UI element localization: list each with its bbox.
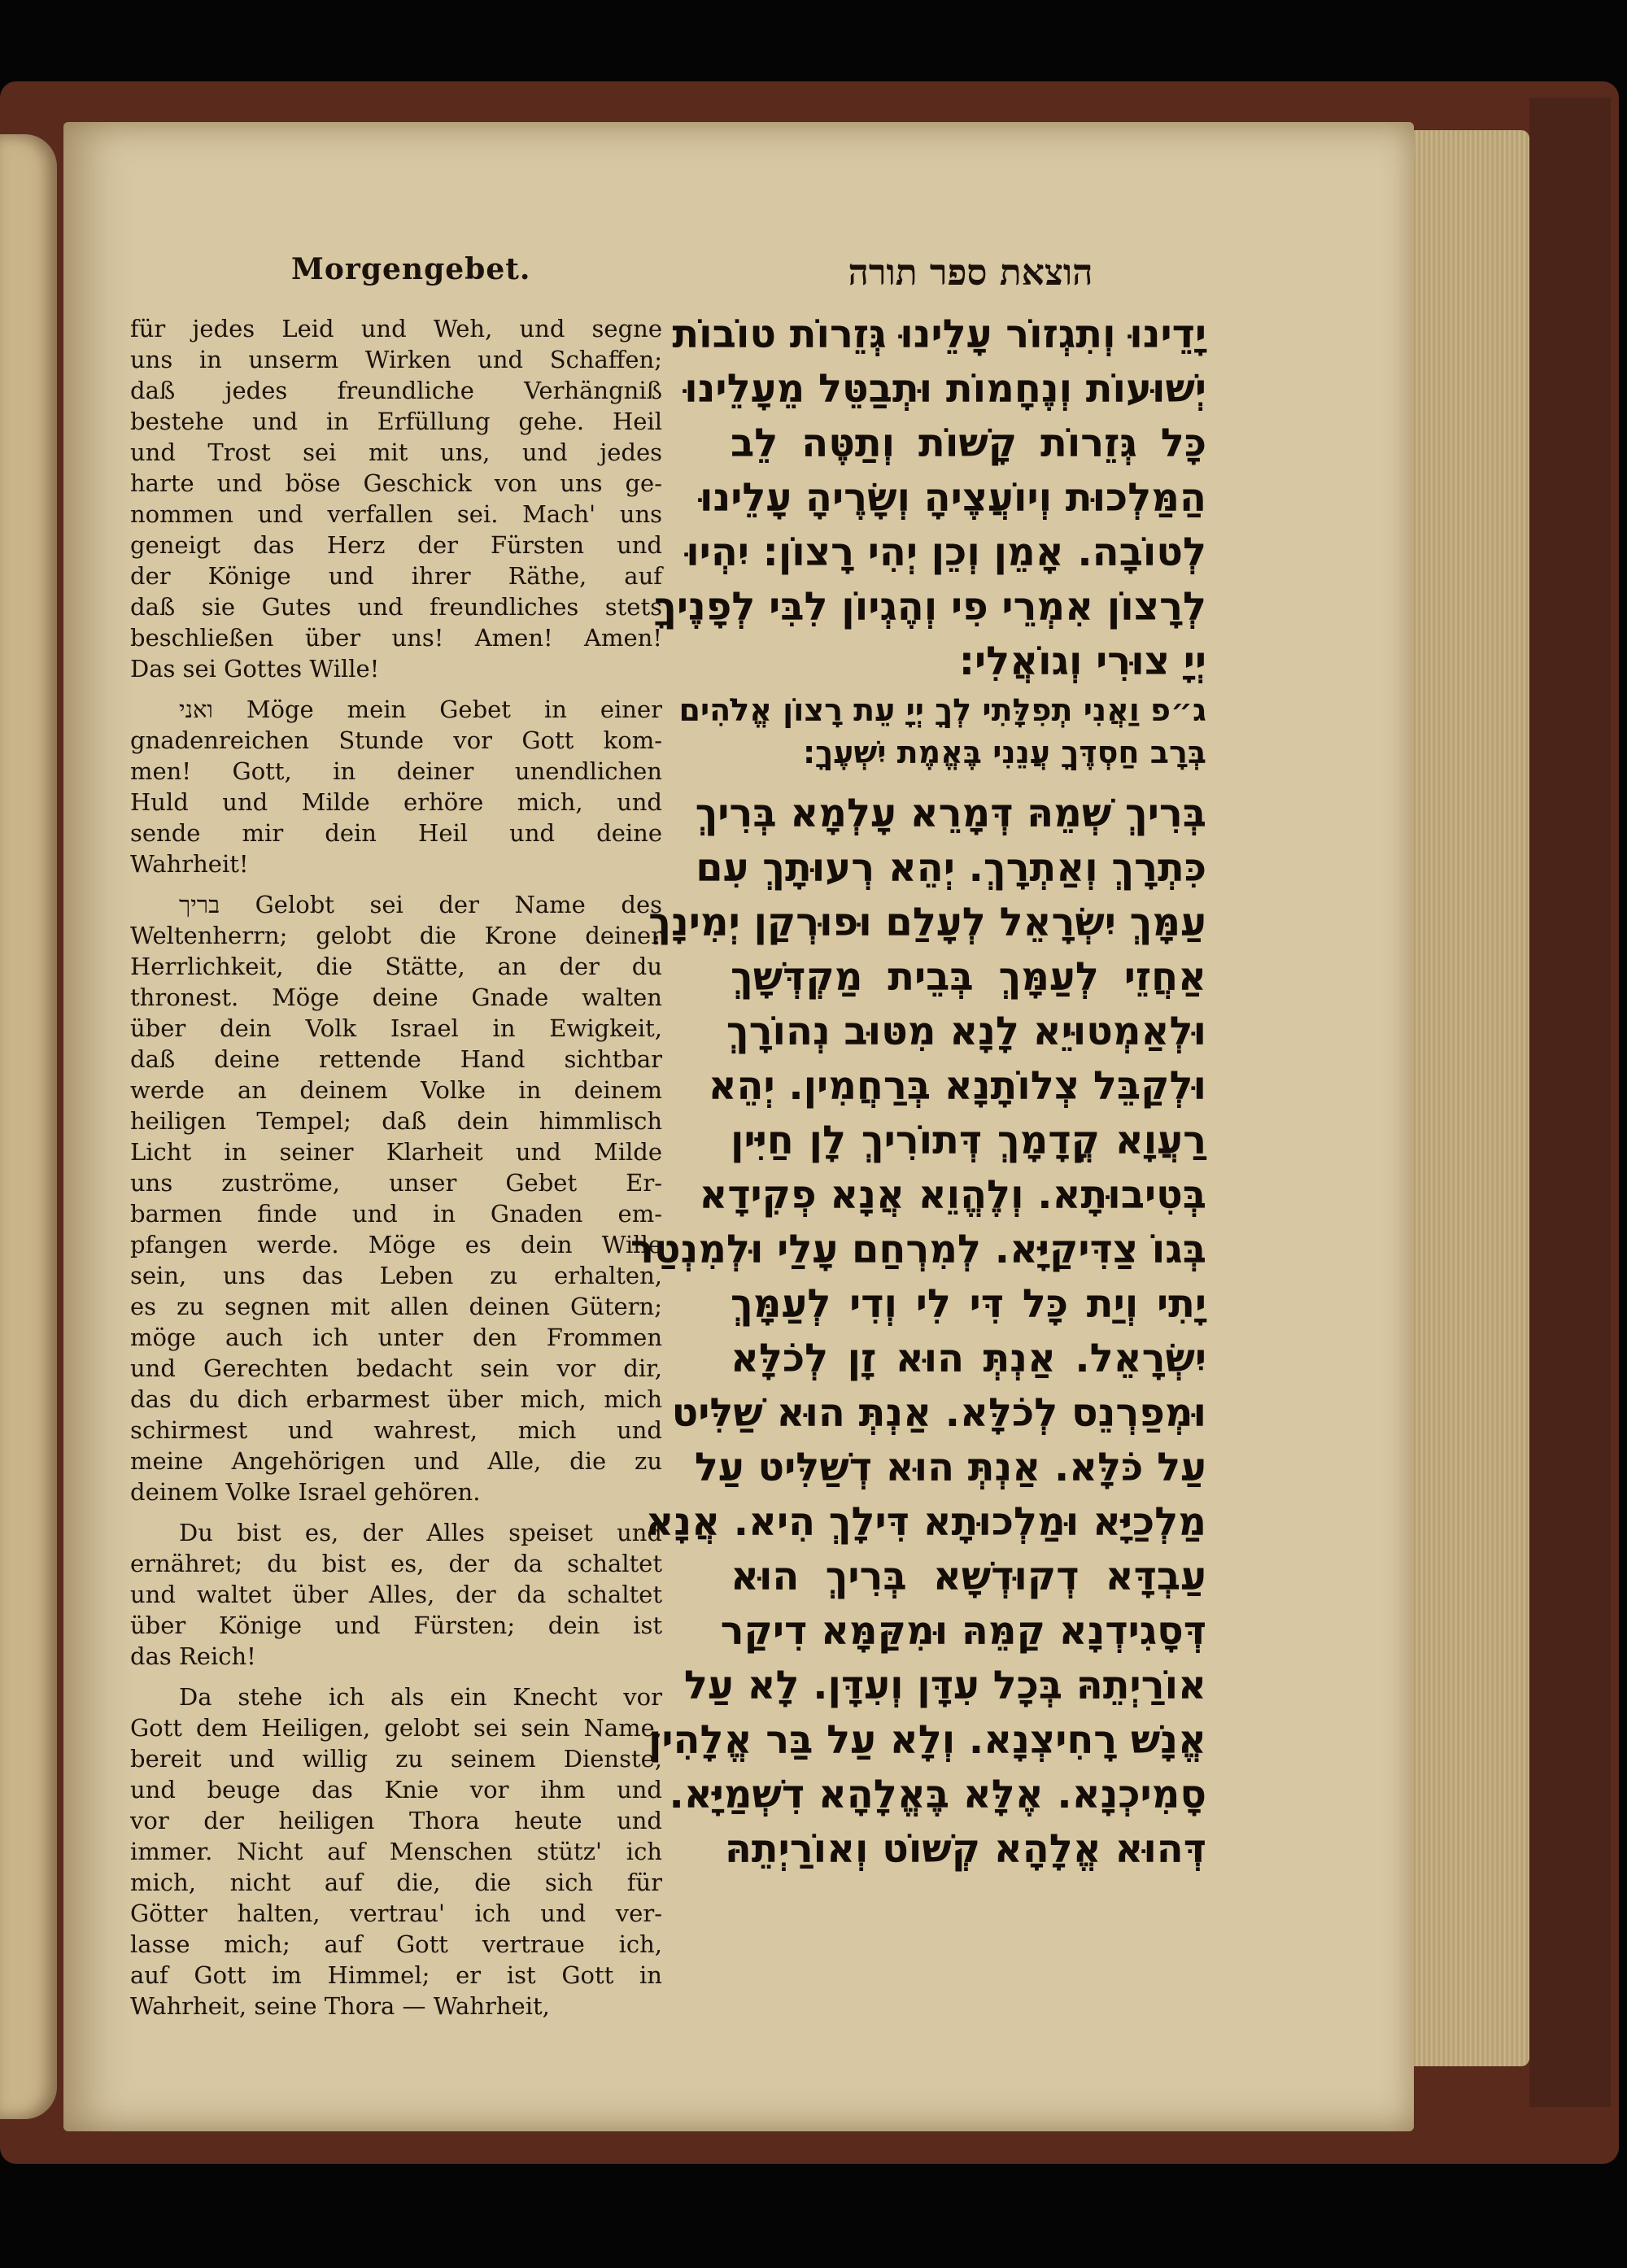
german-line: Weltenherrn; gelobt die Krone deiner [130, 922, 662, 949]
german-line: Da stehe ich als ein Knecht vor [179, 1683, 662, 1711]
hebrew-line: יְיָ צוּרִי וְגוֹאֲלִי: [958, 639, 1206, 684]
hebrew-line: עַל כֹּלָּא. אַנְתְּ הוּא דְשַׁלִּיט עַל [694, 1445, 1206, 1490]
hebrew-line: עַמָּךְ יִשְׂרָאֵל לְעָלַם וּפוּרְקַן יְמִינָךְ [648, 900, 1206, 945]
german-line: Gott dem Heiligen, gelobt sei sein Name, [130, 1714, 662, 1742]
german-line: vor der heiligen Thora heute und [130, 1807, 662, 1834]
hebrew-line: יָתִי וְיַת כָּל דִּי לִי וְדִי לְעַמָּךְ [731, 1281, 1206, 1327]
hebrew-line: אַחֲזֵי לְעַמָּךְ בְּבֵית מַקְדְּשָׁךְ [731, 954, 1206, 1000]
german-line: Götter halten, vertrau' ich und ver- [130, 1899, 662, 1927]
hebrew-line: מַלְכַיָּא וּמַלְכוּתָא דִּילָךְ הִיא. אֲנָא [645, 1499, 1206, 1545]
book-page [63, 122, 1414, 2131]
german-line: harte und böse Geschick von uns ge- [130, 469, 662, 497]
german-line: beschließen über uns! Amen! Amen! [130, 624, 662, 652]
german-line: und Gerechten bedacht sein vor dir, [130, 1354, 662, 1382]
german-line: der Könige und ihrer Räthe, auf [130, 562, 662, 590]
german-line: Huld und Milde erhöre mich, und [130, 788, 662, 816]
german-line: schirmest und wahrest, mich und [130, 1416, 662, 1444]
german-line: das Reich! [130, 1642, 256, 1670]
german-line: uns in unserm Wirken und Schaffen; [130, 346, 662, 373]
german-line: heiligen Tempel; daß dein himmlisch [130, 1107, 662, 1135]
german-line: Herrlichkeit, die Stätte, an der du [130, 953, 662, 980]
hebrew-line: ג״פ וַאֲנִי תְפִלָּתִי לְךָ יְיָ עֵת רָצוֹן אֱלֹהִים [678, 692, 1206, 728]
german-line: mich, nicht auf die, die sich für [130, 1869, 662, 1896]
hebrew-line: יִשְׂרָאֵל. אַנְתְּ הוּא זָן לְכֹלָּא [731, 1336, 1206, 1381]
german-line: und beuge das Knie vor ihm und [130, 1776, 662, 1803]
german-line: sende mir dein Heil und deine [130, 819, 662, 847]
hebrew-line: וּלְאַמְטוּיֵא לָנָא מִטּוּב נְהוֹרָךְ [726, 1009, 1206, 1054]
german-line: geneigt das Herz der Fürsten und [130, 531, 662, 559]
german-line: barmen finde und in Gnaden em- [130, 1200, 662, 1228]
hebrew-line: סָמִיכְנָא. אֶלָּא בֶּאֱלָהָא דִשְׁמַיָּא. [669, 1772, 1206, 1817]
german-line: immer. Nicht auf Menschen stütz' ich [130, 1838, 662, 1865]
german-line: ואני Möge mein Gebet in einer [179, 696, 662, 723]
hebrew-line: עַבְדָּא דְקוּדְשָׁא בְּרִיךְ הוּא [731, 1554, 1206, 1599]
hebrew-line: דְּהוּא אֱלָהָא קְשׁוֹט וְאוֹרַיְתֵהּ [724, 1826, 1206, 1872]
german-line: bestehe und in Erfüllung gehe. Heil [130, 408, 662, 435]
hebrew-line: אֱנָשׁ רָחִיצְנָא. וְלָא עַל בַּר אֱלָהִין [648, 1717, 1206, 1763]
german-line: bereit und willig zu seinem Dienste, [130, 1745, 662, 1773]
hebrew-line: כָּל גְּזֵרוֹת קָשׁוֹת וְתַטֶּה לֵב [731, 421, 1206, 466]
hebrew-line: בְּרָב חַסְדֶּךָ עֲנֵנִי בֶּאֱמֶת יִשְׁעֶךָ: [803, 735, 1206, 770]
german-line: das du dich erbarmest über mich, mich [130, 1385, 662, 1413]
german-line: thronest. Möge deine Gnade walten [130, 984, 662, 1011]
facing-page-edge [0, 134, 57, 2119]
german-line: es zu segnen mit allen deinen Gütern; [130, 1293, 662, 1320]
hebrew-line: וּלְקַבֵּל צְלוֹתָנָא בְּרַחֲמִין. יְהֵא [708, 1063, 1206, 1109]
running-head-hebrew: הוצאת ספר תורה [848, 252, 1093, 294]
german-line: auf Gott im Himmel; er ist Gott in [130, 1961, 662, 1989]
german-line: Licht in seiner Klarheit und Milde [130, 1138, 662, 1166]
german-line: nommen und verfallen sei. Mach' uns [130, 500, 662, 528]
cover-edge [1529, 98, 1611, 2107]
hebrew-line: הַמַּלְכוּת וְיוֹעֲצֶיהָ וְשָׂרֶיהָ עָלֵינוּ [700, 475, 1206, 521]
german-line: und Trost sei mit uns, und jedes [130, 438, 662, 466]
german-line: daß sie Gutes und freundliches stets [130, 593, 662, 621]
german-line: möge auch ich unter den Frommen [130, 1324, 662, 1351]
hebrew-line: אוֹרַיְתֵהּ בְּכָל עִדָּן וְעִדָּן. לָא עַל [683, 1663, 1206, 1708]
hebrew-line: בְּרִיךְ שְׁמֵהּ דְּמָרֵא עָלְמָא בְּרִיךְ [695, 791, 1206, 836]
german-line: und waltet über Alles, der da schaltet [130, 1581, 662, 1608]
hebrew-line: לְרָצוֹן אִמְרֵי פִי וְהֶגְיוֹן לִבִּי לְפָנֶיךָ [654, 584, 1206, 630]
german-line: werde an deinem Volke in deinem [130, 1076, 662, 1104]
german-line: Wahrheit, seine Thora — Wahrheit, [130, 1992, 550, 2020]
german-line: daß deine rettende Hand sichtbar [130, 1045, 662, 1073]
hebrew-line: יְשׁוּעוֹת וְנֶחָמוֹת וּתְבַטֵּל מֵעָלֵינוּ [684, 366, 1206, 412]
hebrew-line: רַעֲוָא קֳדָמָךְ דְּתוֹרִיךְ לָן חַיִּין [731, 1118, 1206, 1163]
german-line: sein, uns das Leben zu erhalten, [130, 1262, 662, 1289]
hebrew-line: יָדֵינוּ וְתִגְזוֹר עָלֵינוּ גְּזֵרוֹת טוֹבוֹת [672, 312, 1206, 357]
german-line: Das sei Gottes Wille! [130, 655, 380, 683]
hebrew-line: בְּטִיבוּתָא. וְלֶהֱוֵא אֲנָא פְקִידָא [699, 1172, 1206, 1218]
hebrew-line: וּמְפַרְנֵס לְכֹלָּא. אַנְתְּ הוּא שַׁלִּיט [671, 1390, 1206, 1436]
german-line: ernähret; du bist es, der da schaltet [130, 1550, 662, 1577]
german-line: meine Angehörigen und Alle, die zu [130, 1447, 662, 1475]
german-line: Wahrheit! [130, 850, 249, 878]
german-line: uns zuströme, unser Gebet Er- [130, 1169, 662, 1197]
german-line: über Könige und Fürsten; dein ist [130, 1612, 662, 1639]
hebrew-text-column [630, 307, 1206, 1877]
running-head-german: Morgengebet. [291, 252, 531, 286]
german-line: Du bist es, der Alles speiset und [179, 1519, 662, 1546]
german-line: lasse mich; auf Gott vertraue ich, [130, 1930, 662, 1958]
german-line: pfangen werde. Möge es dein Wille [130, 1231, 662, 1258]
german-line: בריך Gelobt sei der Name des [179, 891, 662, 918]
german-line: deinem Volke Israel gehören. [130, 1478, 481, 1506]
german-translation-column [130, 313, 662, 2022]
german-line: daß jedes freundliche Verhängniß [130, 377, 662, 404]
hebrew-line: כִּתְרָךְ וְאַתְרָךְ. יְהֵא רְעוּתָךְ עִם [696, 845, 1206, 891]
german-line: gnadenreichen Stunde vor Gott kom- [130, 726, 662, 754]
hebrew-line: לְטוֹבָה. אָמֵן וְכֵן יְהִי רָצוֹן: יִהְיוּ [686, 530, 1206, 575]
hebrew-line: בְּגוֹ צַדִּיקַיָּא. לְמִרְחַם עָלַי וּלְמִנְטַר [630, 1227, 1206, 1272]
german-line: men! Gott, in deiner unendlichen [130, 757, 662, 785]
german-line: über dein Volk Israel in Ewigkeit, [130, 1014, 662, 1042]
german-line: für jedes Leid und Weh, und segne [130, 315, 662, 342]
hebrew-line: דְּסָגִידְנָא קַמֵּהּ וּמִקַּמָּא דִיקַר [720, 1608, 1206, 1654]
